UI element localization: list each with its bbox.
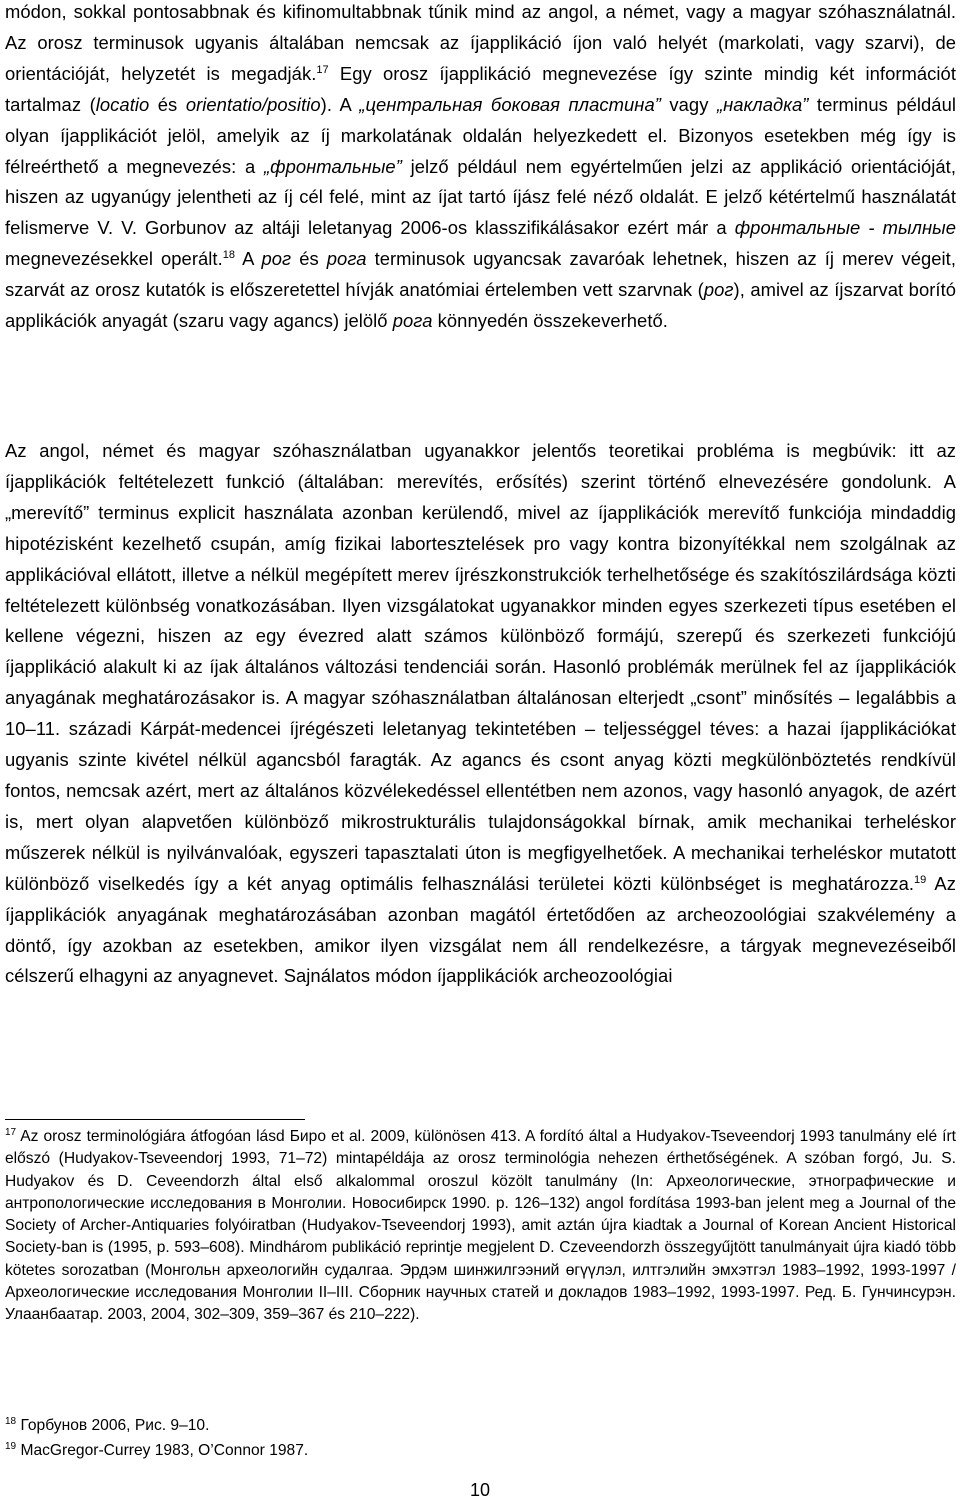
italic-term: orientatio/positio [185,93,321,115]
paragraph-1 [5,0,956,337]
italic-term: „фронтальные” [263,155,402,177]
footnote-18 [5,1415,956,1437]
italic-term: рога [326,248,367,270]
text-run: és [291,248,327,270]
text-run: A [235,248,262,270]
text-run: és [149,93,186,115]
italic-term: рог [261,248,292,270]
text-run: ), amivel az íjszarvat borító applikációk anyagát (szaru vagy agancs) jelölő [5,279,957,332]
text-run: vagy [660,93,717,115]
paragraph-2 [5,436,956,992]
italic-term: фронтальные - тылные [734,217,956,239]
text-run: terminus például olyan íjapplikációt jelöl, amelyik az íj markolatának oldalán helyezkedett el. Bizonyos esetekben még így is félreérthető a megnevezés: a [5,93,956,177]
text-run: jelző például nem egyértelműen jelzi az applikáció orientációját, hiszen az ugyanúgy jelentheti az íj cél felé, mint az íjat tartó íjász felé néző oldalát. E jelző kétértelmű használatát felismerve V. V. Gorbunov az altáji leletanyag 2006-os klasszifikálásakor ezért már a [5,155,956,239]
footnote-marker: 19 [5,1441,17,1452]
footnote-marker: 18 [5,1416,17,1427]
text-run: módon, sokkal pontosabbnak és kifinomultabbnak tűnik mind az angol, a német, vagy a magyar szóhasználatnál. Az orosz terminusok ugyanis általában nemcsak az íjapplikáció íjon való helyét (markolati, vagy szarvi), de orientációját, helyzetét is megadják. [5,1,956,84]
footnote-separator [5,1119,305,1120]
italic-term: locatio [95,93,150,115]
footnote-17 [5,1126,956,1327]
footnote-marker: 17 [5,1127,17,1138]
text-run: megnevezésekkel operált. [5,248,223,270]
text-run: terminusok ugyancsak zavaróak lehetnek, hiszen az íj merev végeit, szarvát az orosz kutatók is előszeretettel hívják anatómiai értelemben vett szarvnak ( [5,248,957,301]
text-run: könnyedén összekeverhető. [432,310,668,332]
text-run: Egy orosz íjapplikáció megnevezése így szinte mindig két információt tartalmaz ( [5,62,956,115]
footnote-ref-19[interactable]: 19 [914,873,927,886]
page-number: 10 [469,1480,491,1500]
footnote-text: MacGregor-Currey 1983, O’Connor 1987. [16,1442,309,1459]
italic-term: рога [392,310,433,332]
footnote-text: Az orosz terminológiára átfogóan lásd Биро et al. 2009, különösen 413. A fordító által a Hudyakov-Tseveendorj 1993 tanulmány elé írt előszó (Hudyakov-Tseveendorj 1993, 71–72) mintapéldája az orosz terminológia nehezen érthetőségének. A szóban forgó, Ju. S. Hudyakov és D. Ceveendorzh által első alkalommal oroszul közölt tanulmány (In: Археологические, этнографические и антропологические исследования в Монголии. Новосибирск 1990. p. 126–132) angol fordítása 1993-ban jelent meg a Journal of the Society of Archer-Antiquaries folyóiratban (Hudyakov-Tseveendorj 1993), amit aztán újra kiadtak a Journal of Korean Ancient Historical Society-ban is (1995, p. 593–608). Mindhárom publikáció reprintje megjelent D. Czeveendorzh összegyűjtött tanulmányait újra kiadó több kötetes sorozatban (Монгольн археологийн судалгаа. Эрдэм шинжилгээний өгүүлэл, илтгэлийн эмхэтгэл 1983–1992, 1993-1997 / Археологические исследования Монголии II–III. Сборник научных статей и докладов 1983–1992, 1993-1997. Ред. Б. Гунчинсурэн. Улаанбаатар. 2003, 2004, 302–309, 359–367 és 210–222). [5,1128,956,1324]
footnote-text: Горбунов 2006, Рис. 9–10. [16,1417,210,1434]
text-run: ). A [320,93,360,115]
text-run: Az íjapplikációk anyagának meghatározásában azonban magától értetődően az archeozoológiai szakvélemény a döntő, így azokban az esetekben, amikor ilyen vizsgálat nem áll rendelkezésre, a tárgyak megnevezéseiből célszerű elhagyni az anyagnevet. Sajnálatos módon íjapplikációk archeozoológiai [5,872,956,987]
footnote-ref-17[interactable]: 17 [316,63,329,76]
italic-term: „центральная боковая пластина” [359,93,661,115]
footnote-19 [5,1440,956,1462]
text-run: Az angol, német és magyar szóhasználatban ugyanakkor jelentős teoretikai probléma is megbúvik: itt az íjapplikációk feltételezett funkció (általában: merevítés, erősítés) szerint történő elnevezésére gondolunk. A „merevítő” terminus explicit használata azonban kerülendő, mivel az íjapplikációk merevítő funkciója mindaddig hipotézisként kezelhető csupán, amíg fizikai labortesztelések pro vagy kontra bizonyítékkal nem szolgálnak az applikációval ellátott, illetve a nélkül megépített merev íjrészkonstrukciók terhelhetősége és szakítószilárdsága közti feltételezett különbség vonatkozásában. Ilyen vizsgálatokat ugyanakkor minden egyes szerkezeti típus esetében el kellene végezni, hiszen az egy évezred alatt számos különböző formájú, szerepű és szerkezeti funkciójú íjapplikáció alakult ki az íjak általános változási tendenciái során. Hasonló problémák merülnek fel az íjapplikációk anyagának meghatározásakor is. A magyar szóhasználatban általánosan elterjedt „csont” minősítés – legalábbis a 10–11. századi Kárpát-medencei íjrégészeti leletanyag tekintetében – teljességgel téves: a hazai íjapplikációkat ugyanis szinte kivétel nélkül agancsból faragták. Az agancs és csont anyag közti megkülönböztetés rendkívül fontos, nemcsak azért, mert az általános közvélekedéssel ellentétben nem azonos, vagy hasonló anyagok, de azért is, mert olyan alapvetően különböző mikrostrukturális tulajdonságokkal bírnak, amik mechanikai terheléskor műszerek nélkül is nyilvánvalóak, egyszeri tapasztalati úton is megfigyelhetőek. A mechanikai terheléskor mutatott különböző viselkedés így a két anyag optimális felhasználási területei közti különbséget is meghatározza. [5,440,956,894]
footnote-ref-18[interactable]: 18 [222,249,236,262]
italic-term: „накладка” [716,93,809,115]
italic-term: рог [703,279,734,301]
